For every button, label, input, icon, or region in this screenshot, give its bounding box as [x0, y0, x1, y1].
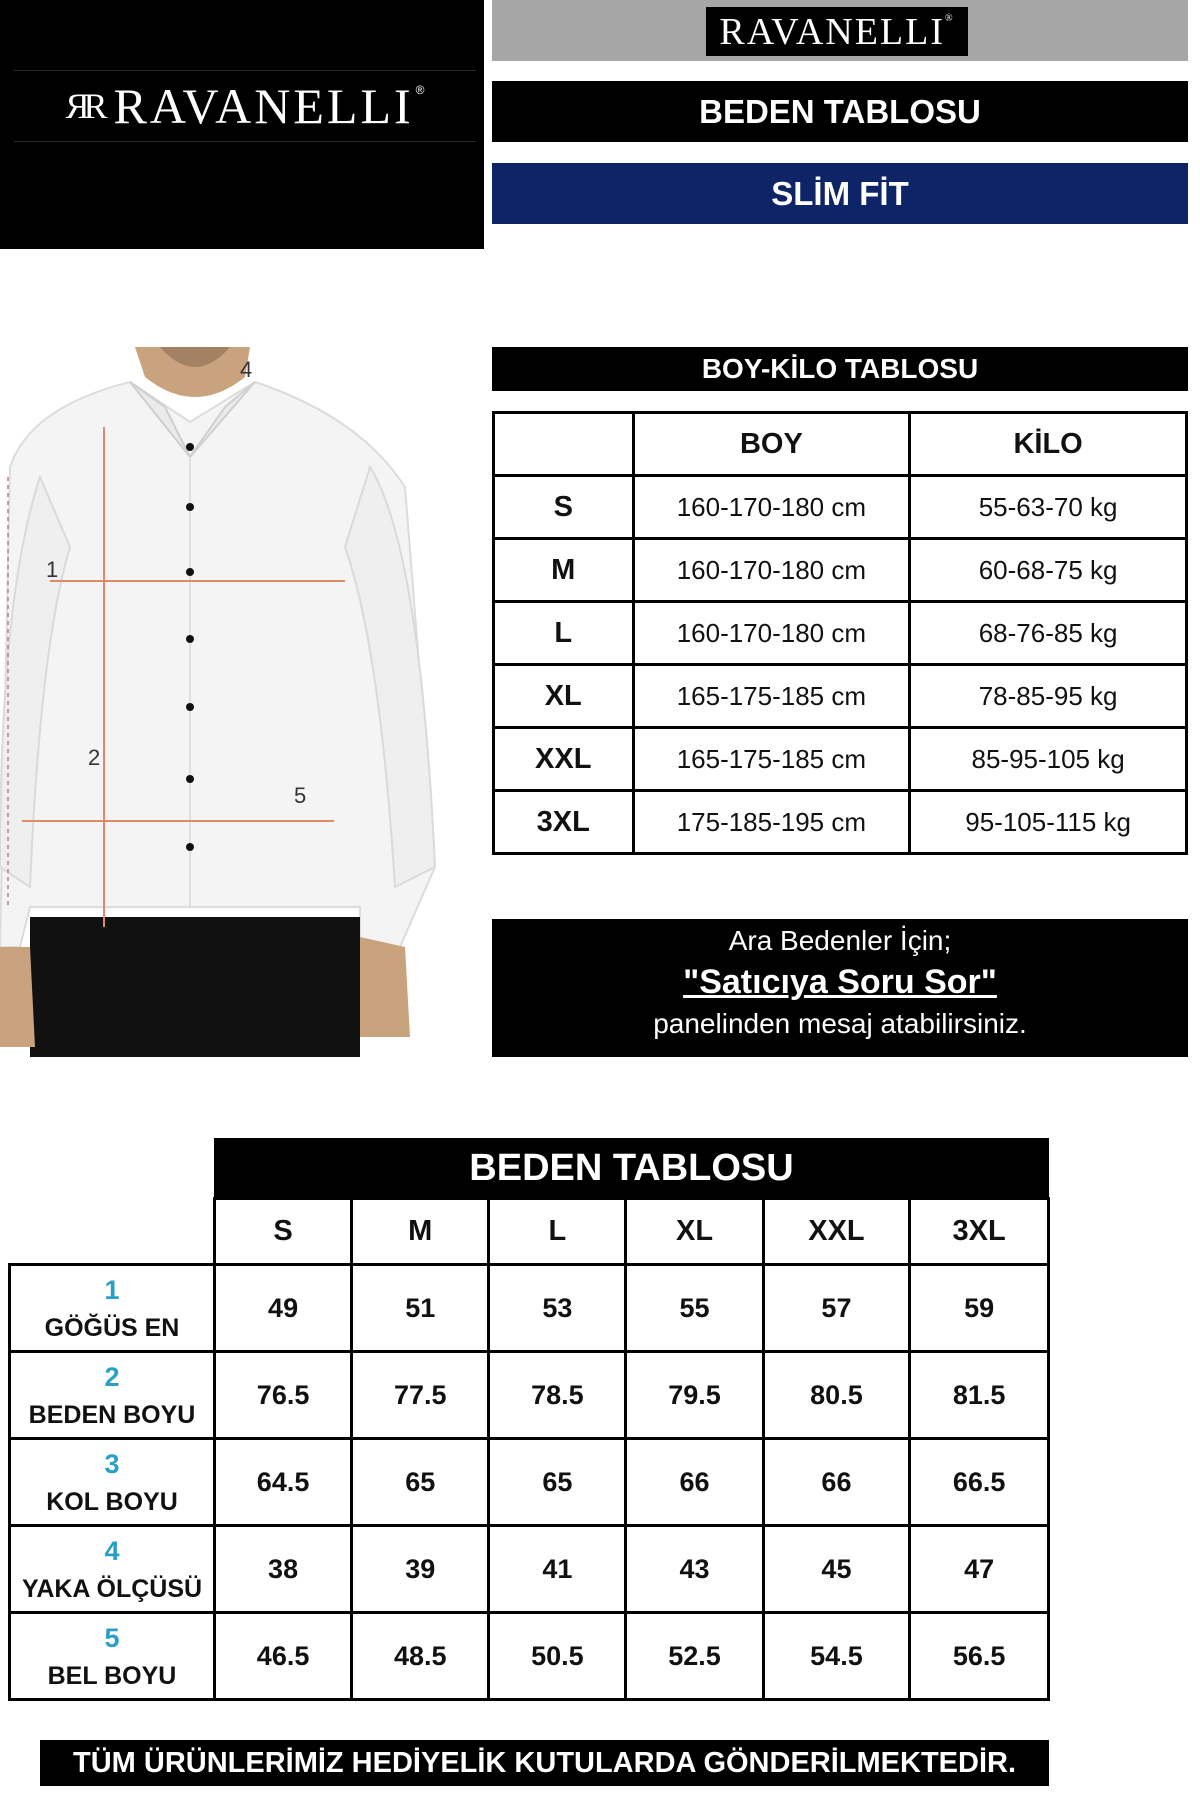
measurement-name: GÖĞÜS EN [44, 1314, 180, 1343]
measurement-value: 50.5 [489, 1613, 626, 1700]
measurement-value: 43 [626, 1526, 763, 1613]
measurement-label [10, 1352, 215, 1439]
boy-cell: 160-170-180 cm [633, 602, 910, 665]
table-row [494, 476, 1187, 539]
blank-header-cell [494, 413, 634, 476]
measurement-label [10, 1526, 215, 1613]
measurement-value: 47 [910, 1526, 1049, 1613]
brand-logo [14, 70, 476, 142]
kilo-cell: 85-95-105 kg [910, 728, 1187, 791]
brand-registered-mark: ® [945, 13, 955, 24]
boy-cell: 160-170-180 cm [633, 539, 910, 602]
logo-panel [0, 0, 484, 249]
note-line-1: Ara Bedenler İçin; [728, 925, 952, 956]
brand-badge [706, 7, 968, 56]
size-header: XL [626, 1199, 763, 1265]
measurement-value: 66.5 [910, 1439, 1049, 1526]
measurement-number: 3 [104, 1449, 120, 1480]
size-cell: XL [494, 665, 634, 728]
measurement-value: 64.5 [215, 1439, 352, 1526]
measurement-number: 4 [104, 1536, 120, 1567]
measurement-value: 52.5 [626, 1613, 763, 1700]
size-cell: L [494, 602, 634, 665]
measurement-number: 1 [104, 1275, 120, 1306]
size-header: L [489, 1199, 626, 1265]
size-header: S [215, 1199, 352, 1265]
seller-question-note [492, 919, 1188, 1057]
measurement-value: 53 [489, 1265, 626, 1352]
measurement-value: 65 [352, 1439, 489, 1526]
boy-cell: 160-170-180 cm [633, 476, 910, 539]
measurement-value: 54.5 [763, 1613, 910, 1700]
measurement-label [10, 1265, 215, 1352]
blank-header-cell [10, 1199, 215, 1265]
table-row [494, 728, 1187, 791]
measure-label-5: 5 [294, 783, 307, 808]
measurement-value: 80.5 [763, 1352, 910, 1439]
size-cell: M [494, 539, 634, 602]
shirt-photo [0, 347, 440, 1057]
size-table-title: BEDEN TABLOSU [214, 1138, 1049, 1198]
boy-cell: 165-175-185 cm [633, 728, 910, 791]
measurement-label [10, 1439, 215, 1526]
size-table [8, 1197, 1050, 1701]
measurement-value: 76.5 [215, 1352, 352, 1439]
measurement-value: 81.5 [910, 1352, 1049, 1439]
page-title: BEDEN TABLOSU [492, 81, 1188, 142]
column-header-boy: BOY [633, 413, 910, 476]
size-cell: XXL [494, 728, 634, 791]
measurement-value: 79.5 [626, 1352, 763, 1439]
measure-label-1: 1 [46, 557, 59, 582]
measurement-value: 65 [489, 1439, 626, 1526]
measurement-name: KOL BOYU [46, 1488, 178, 1517]
measurement-name: BEL BOYU [47, 1662, 177, 1691]
measurement-label [10, 1613, 215, 1700]
measurement-value: 55 [626, 1265, 763, 1352]
table-row [10, 1439, 1049, 1526]
table-row [494, 539, 1187, 602]
measurement-value: 51 [352, 1265, 489, 1352]
measure-label-2: 2 [88, 745, 101, 770]
measurement-name: BEDEN BOYU [28, 1401, 196, 1430]
measurement-value: 77.5 [352, 1352, 489, 1439]
table-row [10, 1352, 1049, 1439]
size-header: XXL [763, 1199, 910, 1265]
measurement-number: 2 [104, 1362, 120, 1393]
gift-box-notice: TÜM ÜRÜNLERİMİZ HEDİYELİK KUTULARDA GÖNDERİLMEKTEDİR. [40, 1740, 1049, 1786]
table-row [494, 665, 1187, 728]
measurement-value: 78.5 [489, 1352, 626, 1439]
fit-label: SLİM FİT [492, 163, 1188, 224]
kilo-cell: 60-68-75 kg [910, 539, 1187, 602]
measurement-value: 49 [215, 1265, 352, 1352]
column-header-kilo: KİLO [910, 413, 1187, 476]
kilo-cell: 78-85-95 kg [910, 665, 1187, 728]
brand-name: RAVANELLI [719, 10, 945, 53]
boy-cell: 175-185-195 cm [633, 791, 910, 854]
measurement-value: 45 [763, 1526, 910, 1613]
measurement-value: 39 [352, 1526, 489, 1613]
measurement-name: YAKA ÖLÇÜSÜ [21, 1575, 203, 1604]
table-header-row [10, 1199, 1049, 1265]
note-line-3: panelinden mesaj atabilirsiniz. [653, 1008, 1027, 1039]
measure-label-4: 4 [240, 357, 253, 382]
shirt-illustration [0, 347, 440, 1057]
measurement-value: 57 [763, 1265, 910, 1352]
size-cell: S [494, 476, 634, 539]
kilo-cell: 68-76-85 kg [910, 602, 1187, 665]
table-row [494, 602, 1187, 665]
logo-wordmark: RAVANELLI [113, 78, 414, 134]
measurement-value: 41 [489, 1526, 626, 1613]
measurement-value: 66 [626, 1439, 763, 1526]
table-row [10, 1613, 1049, 1700]
table-row [10, 1526, 1049, 1613]
logo-monogram: ЯR [65, 86, 102, 126]
measurement-value: 48.5 [352, 1613, 489, 1700]
boy-cell: 165-175-185 cm [633, 665, 910, 728]
measurement-value: 59 [910, 1265, 1049, 1352]
measurement-value: 46.5 [215, 1613, 352, 1700]
table-row [494, 791, 1187, 854]
kilo-cell: 55-63-70 kg [910, 476, 1187, 539]
size-cell: 3XL [494, 791, 634, 854]
measurement-value: 66 [763, 1439, 910, 1526]
boy-kilo-title: BOY-KİLO TABLOSU [492, 347, 1188, 391]
boy-kilo-table [492, 411, 1188, 855]
measurement-number: 5 [104, 1623, 120, 1654]
table-row [10, 1265, 1049, 1352]
measurement-value: 38 [215, 1526, 352, 1613]
size-header: 3XL [910, 1199, 1049, 1265]
table-header-row [494, 413, 1187, 476]
ask-seller-link: "Satıcıya Soru Sor" [683, 963, 997, 1001]
size-header: M [352, 1199, 489, 1265]
registered-mark: ® [415, 83, 425, 97]
measurement-value: 56.5 [910, 1613, 1049, 1700]
kilo-cell: 95-105-115 kg [910, 791, 1187, 854]
